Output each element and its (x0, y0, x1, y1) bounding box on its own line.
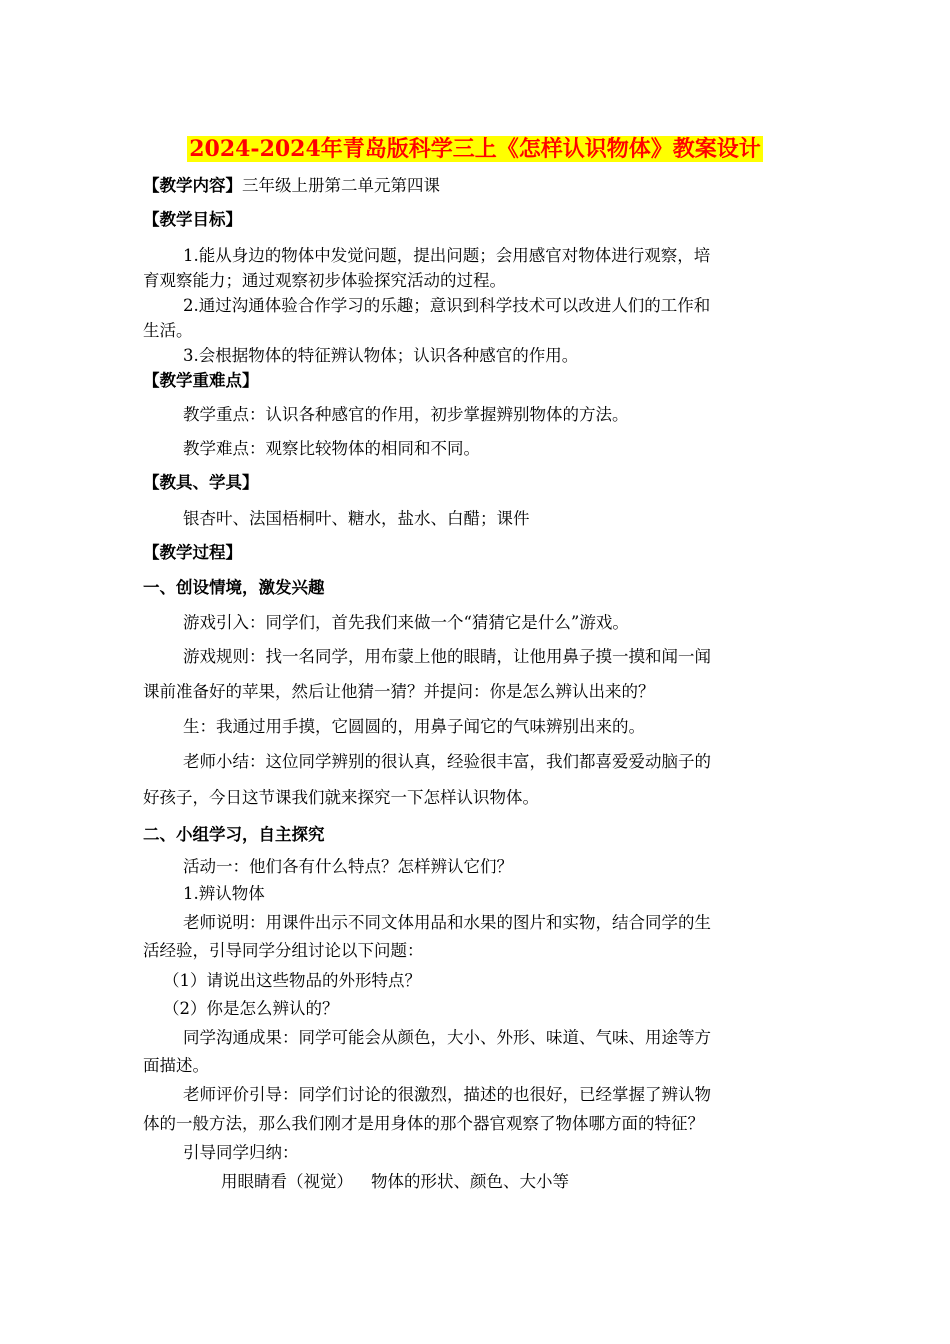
tools-label: 【教具、学具】 (143, 473, 259, 492)
section2-line: （2）你是怎么辨认的？ (163, 999, 339, 1018)
goal-line: 1.能从身边的物体中发觉问题，提出问题；会用感官对物体进行观察，培 (183, 246, 711, 265)
keypoint-focus: 教学重点：认识各种感官的作用，初步掌握辨别物体的方法。 (183, 405, 629, 424)
section2-line: 同学沟通成果：同学可能会从颜色，大小、外形、味道、气味、用途等方 (183, 1028, 711, 1047)
goals-label: 【教学目标】 (143, 210, 242, 229)
content-line (143, 175, 440, 197)
keypoint-difficulty: 教学难点：观察比较物体的相同和不同。 (183, 439, 480, 458)
section2-line: 1.辨认物体 (183, 884, 265, 903)
document-title (0, 132, 950, 163)
section2-line: 老师评价引导：同学们讨论的很激烈，描述的也很好，已经掌握了辨认物 (183, 1085, 711, 1104)
section2-heading: 二、小组学习，自主探究 (143, 825, 325, 844)
sense-feature: 物体的形状、颜色、大小等 (371, 1172, 569, 1191)
section2-line: 体的一般方法，那么我们刚才是用身体的那个器官观察了物体哪方面的特征？ (143, 1114, 704, 1133)
section1-line: 游戏规则：找一名同学，用布蒙上他的眼睛，让他用鼻子摸一摸和闻一闻 (183, 647, 711, 666)
sense-name: 用眼睛看（视觉） (221, 1172, 353, 1191)
section2-line: 老师说明：用课件出示不同文体用品和水果的图片和实物，结合同学的生 (183, 913, 711, 932)
section2-line: 活动一：他们各有什么特点？怎样辨认它们？ (183, 857, 513, 876)
section1-line: 生：我通过用手摸，它圆圆的，用鼻子闻它的气味辨别出来的。 (183, 717, 645, 736)
goal-line: 育观察能力；通过观察初步体验探究活动的过程。 (143, 271, 506, 290)
goal-line: 2.通过沟通体验合作学习的乐趣；意识到科学技术可以改进人们的工作和 (183, 296, 711, 315)
section1-line: 好孩子，今日这节课我们就来探究一下怎样认识物体。 (143, 788, 539, 807)
section1-line: 老师小结：这位同学辨别的很认真，经验很丰富，我们都喜爱爱动脑子的 (183, 752, 711, 771)
sense-row (221, 1171, 569, 1193)
section2-line: （1）请说出这些物品的外形特点？ (163, 971, 421, 990)
goal-line: 3.会根据物体的特征辨认物体；认识各种感官的作用。 (183, 346, 579, 365)
section2-line: 活经验，引导同学分组讨论以下问题： (143, 941, 424, 960)
keypoints-label: 【教学重难点】 (143, 371, 259, 390)
section1-heading: 一、创设情境，激发兴趣 (143, 578, 325, 597)
goal-line: 生活。 (143, 321, 193, 340)
content-text: 三年级上册第二单元第四课 (242, 176, 440, 195)
title-text: 2024-2024年青岛版科学三上《怎样认识物体》教案设计 (189, 136, 761, 162)
tools-text: 银杏叶、法国梧桐叶、糖水，盐水、白醋；课件 (183, 509, 530, 528)
section1-line: 游戏引入：同学们，首先我们来做一个“猜猜它是什么”游戏。 (183, 613, 629, 632)
content-label: 【教学内容】 (143, 176, 242, 195)
section2-line: 引导同学归纳： (183, 1143, 299, 1162)
process-label: 【教学过程】 (143, 543, 242, 562)
section1-line: 课前准备好的苹果，然后让他猜一猜？并提问：你是怎么辨认出来的？ (143, 682, 655, 701)
section2-line: 面描述。 (143, 1056, 209, 1075)
